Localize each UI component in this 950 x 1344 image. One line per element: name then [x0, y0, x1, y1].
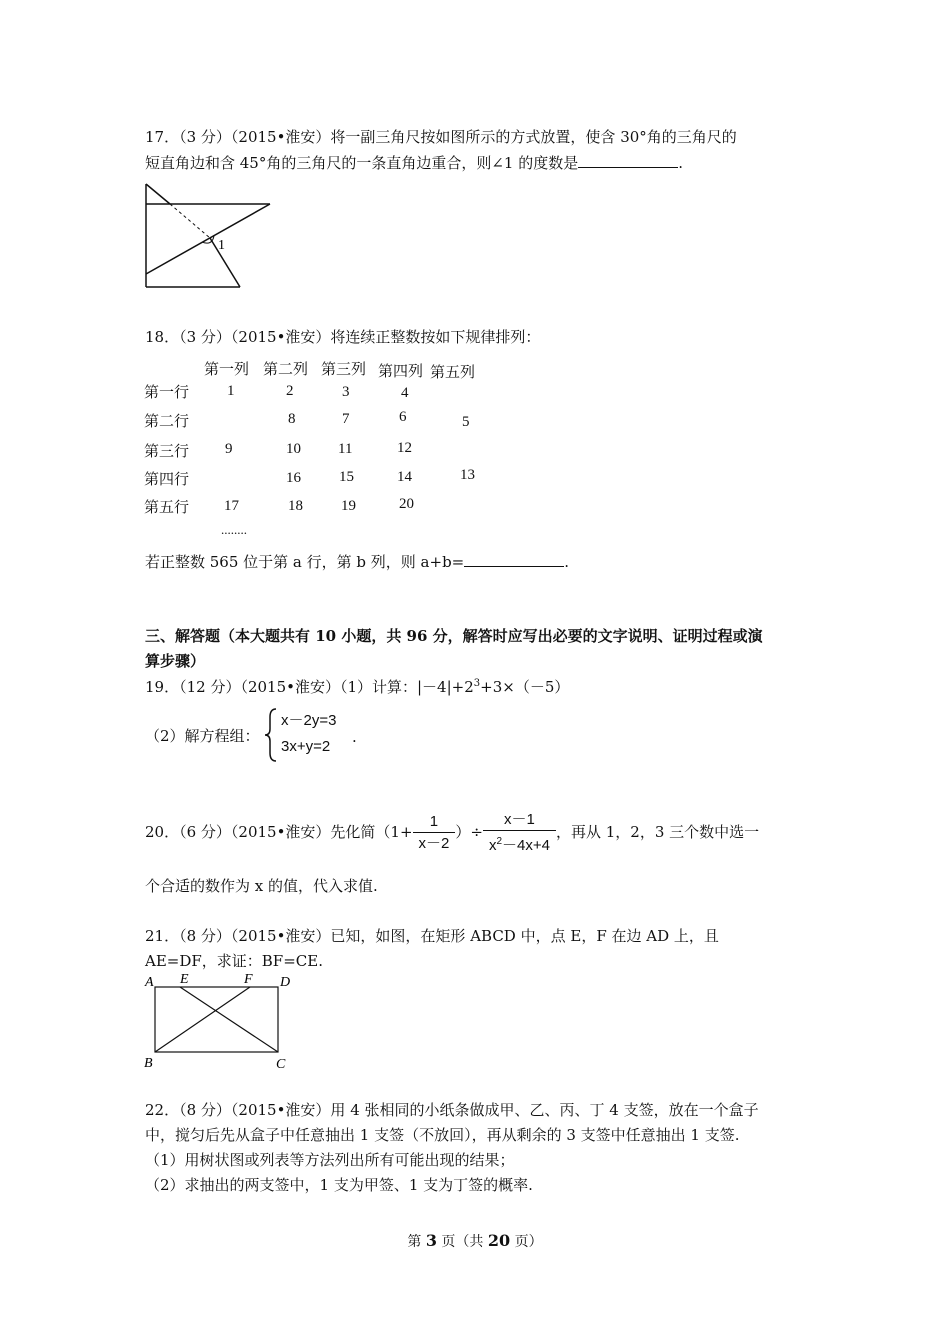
q19-line1-prefix: 19．（12 分）（2015•淮安）（1）计算：|－4|+2 — [145, 678, 474, 696]
q20-frac2-den-b: －4x+4 — [502, 836, 550, 854]
label-D: D — [280, 975, 291, 990]
table-cell: 11 — [338, 441, 353, 457]
footer-page-number: 3 — [425, 1231, 437, 1250]
q20-fraction-1 — [413, 812, 456, 855]
page-footer — [0, 1231, 950, 1251]
q20-frac2-den — [483, 831, 556, 857]
col-header: 第二列 — [263, 362, 309, 378]
table-cell: 13 — [460, 467, 475, 483]
col-header: 第一列 — [204, 362, 250, 378]
q17-line2-text: 短直角边和含 45°角的三角尺的一条直角边重合，则∠1 的度数是 — [145, 154, 579, 172]
table-cell: 18 — [288, 498, 303, 514]
q17-triangle-figure — [140, 180, 280, 292]
row-header: 第五行 — [144, 500, 190, 516]
table-cell: 4 — [401, 385, 409, 401]
q17-line2 — [145, 152, 683, 173]
table-cell: 1 — [227, 383, 235, 399]
table-cell: 5 — [462, 414, 470, 430]
q20-frac2-num: x－1 — [483, 810, 556, 831]
q17-end: . — [678, 154, 684, 172]
q20-frac2-den-exp: 2 — [496, 835, 503, 847]
table-cell: 6 — [399, 409, 407, 425]
q19-part2: （2）解方程组： — [145, 727, 260, 745]
table-cell: 17 — [224, 498, 239, 514]
footer-prefix: 第 — [407, 1234, 426, 1250]
section3-title-line2: 算步骤） — [145, 652, 206, 670]
table-cell: 15 — [339, 469, 354, 485]
q19-line1 — [145, 676, 569, 697]
q18-answer-blank — [464, 552, 564, 567]
q17-line1: 17．（3 分）（2015•淮安）将一副三角尺按如图所示的方式放置，使含 30°角的三角尺的 — [145, 128, 737, 146]
label-B: B — [144, 1056, 153, 1071]
q19-line1-suffix: +3×（－5） — [480, 678, 570, 696]
col-header: 第五列 — [430, 365, 476, 381]
q20-frac1-num: 1 — [413, 812, 456, 833]
q22-line1: 22．（8 分）（2015•淮安）用 4 张相同的小纸条做成甲、乙、丙、丁 4 支签，放在一个盒子 — [145, 1101, 759, 1119]
footer-suffix: 页） — [510, 1234, 543, 1250]
q20-prefix: 20．（6 分）（2015•淮安）先化简（1+ — [145, 823, 413, 841]
q17-answer-blank — [578, 153, 678, 168]
table-cell: 8 — [288, 411, 296, 427]
q22-line3: （1）用树状图或列表等方法列出所有可能出现的结果； — [145, 1151, 515, 1169]
label-E: E — [180, 972, 189, 987]
q19-brace — [264, 707, 278, 763]
q21-line1: 21．（8 分）（2015•淮安）已知，如图，在矩形 ABCD 中，点 E，F 在边 AD 上，且 — [145, 927, 719, 945]
q17-angle-label: 1 — [218, 238, 225, 253]
table-cell: 7 — [342, 411, 350, 427]
q18-end: . — [564, 553, 570, 571]
table-ellipsis: ........ — [221, 522, 247, 537]
footer-middle: 页（共 — [436, 1234, 488, 1250]
row-header: 第三行 — [144, 444, 190, 460]
table-cell: 16 — [286, 470, 301, 486]
table-cell: 12 — [397, 440, 412, 456]
q19-exponent: 3 — [473, 678, 481, 689]
table-cell: 10 — [286, 441, 301, 457]
q19-end: . — [352, 728, 357, 746]
q21-rectangle-figure — [140, 968, 300, 1074]
table-cell: 14 — [397, 469, 412, 485]
table-cell: 9 — [225, 441, 233, 457]
q20-line2: 个合适的数作为 x 的值，代入求值. — [145, 877, 378, 895]
q21-line2: AE=DF，求证：BF=CE. — [145, 952, 323, 970]
q20-div: ）÷ — [455, 823, 483, 841]
footer-total-pages: 20 — [487, 1231, 511, 1250]
table-cell: 3 — [342, 384, 350, 400]
q22-line4: （2）求抽出的两支签中，1 支为甲签、1 支为丁签的概率. — [145, 1176, 533, 1194]
table-cell: 20 — [399, 496, 414, 512]
col-header: 第四列 — [378, 364, 424, 380]
q20-line1 — [145, 806, 759, 858]
label-A: A — [145, 975, 154, 990]
q20-suffix: ，再从 1，2，3 三个数中选一 — [555, 823, 760, 841]
label-C: C — [276, 1057, 286, 1072]
label-F: F — [244, 972, 253, 987]
q20-frac2-den-a: x — [488, 836, 497, 854]
q19-equation-1: x－2y=3 — [281, 712, 337, 729]
q20-frac1-den: x－2 — [418, 834, 450, 852]
col-header: 第三列 — [321, 362, 367, 378]
q20-fraction-2 — [483, 810, 556, 857]
table-cell: 19 — [341, 498, 356, 514]
row-header: 第一行 — [144, 385, 190, 401]
q18-line1: 18．（3 分）（2015•淮安）将连续正整数按如下规律排列： — [145, 328, 541, 346]
q19-equation-2: 3x+y=2 — [281, 738, 331, 755]
q18-question — [145, 551, 569, 572]
q22-line2: 中，搅匀后先从盒子中任意抽出 1 支签（不放回），再从剩余的 3 支签中任意抽出 1 支签. — [145, 1126, 740, 1144]
q18-question-text: 若正整数 565 位于第 a 行，第 b 列，则 a+b= — [145, 553, 465, 571]
table-cell: 2 — [286, 383, 294, 399]
row-header: 第四行 — [144, 472, 190, 488]
section3-title-line1: 三、解答题（本大题共有 10 小题，共 96 分，解答时应写出必要的文字说明、证明过程或演 — [145, 627, 763, 645]
row-header: 第二行 — [144, 414, 190, 430]
